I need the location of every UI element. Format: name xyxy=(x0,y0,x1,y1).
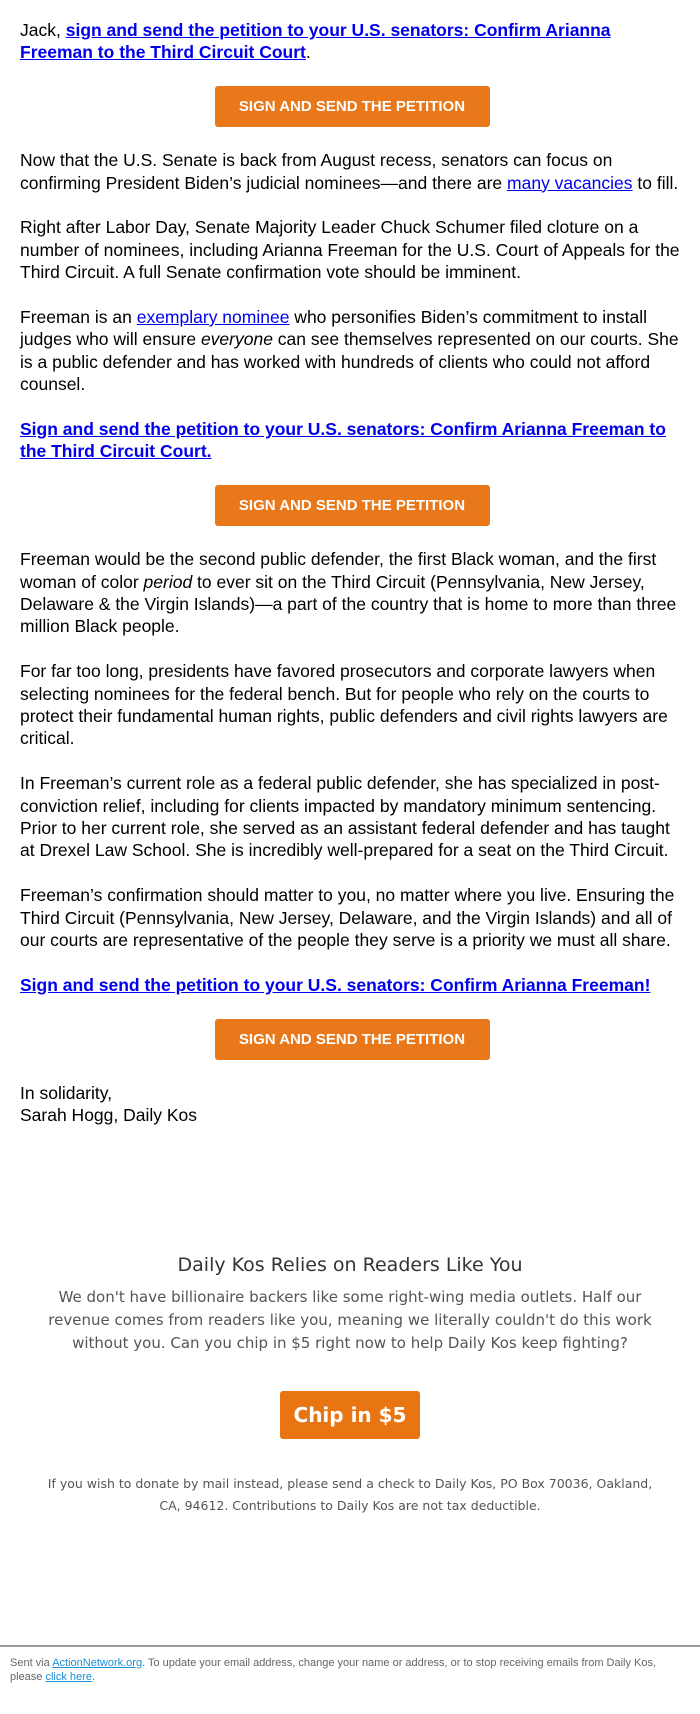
action-network-link[interactable]: ActionNetwork.org xyxy=(52,1657,143,1669)
paragraph-current-role: In Freeman’s current role as a federal public defender, she has specialized in post-conviction relief, including for clients impacted by mandatory minimum sentencing. Prior to her current role, she served as an assistant federal defender and has taught at Drexel Law School. She is incredibly well-prepared for a seat on the Third Circuit. xyxy=(20,773,670,861)
intro-paragraph: Jack, sign and send the petition to your U.S. senators: Confirm Arianna Freeman to the Third Circuit Court. xyxy=(20,20,611,63)
signoff: In solidarity, Sarah Hogg, Daily Kos xyxy=(20,1082,198,1126)
sign-petition-button-3[interactable]: SIGN AND SEND THE PETITION xyxy=(215,1019,490,1060)
paragraph-cloture: Right after Labor Day, Senate Majority Leader Chuck Schumer filed cloture on a number of nominees, including Arianna Freeman for the U.S. Court of Appeals for the Third Circuit. A full Senate confirmation vote should be imminent. xyxy=(20,217,680,283)
unsubscribe-link[interactable]: click here xyxy=(45,1671,92,1683)
exemplary-nominee-link[interactable]: exemplary nominee xyxy=(136,307,290,328)
paragraph-nominee: Freeman is an exemplary nominee who personifies Biden’s commitment to install judges who will ensure everyone can see themselves represented on our courts. She is a public defender and has worked with hundreds of clients who could not afford counsel. xyxy=(20,307,679,395)
email-body xyxy=(20,19,684,1149)
donation-section xyxy=(40,1250,660,1517)
paragraph-matter: Freeman’s confirmation should matter to you, no matter where you live. Ensuring the Third Circuit (Pennsylvania, New Jersey, Delaware, and the Virgin Islands) and all of our courts are representative of the people they serve is a priority we must all share. xyxy=(20,885,675,951)
footer: Sent via ActionNetwork.org. To update your email address, change your name or address, or to stop receiving emails from Daily Kos, please click here. xyxy=(10,1657,657,1683)
donation-text: We don't have billionaire backers like some right-wing media outlets. Half our revenue comes from readers like you, meaning we literally couldn't do this work without you. Can you chip in $5 right now to help Daily Kos keep fighting? xyxy=(48,1288,652,1352)
footer-divider xyxy=(0,1645,700,1647)
sign-petition-button-2[interactable]: SIGN AND SEND THE PETITION xyxy=(215,485,490,526)
donation-heading: Daily Kos Relies on Readers Like You xyxy=(177,1254,523,1276)
petition-paragraph-3 xyxy=(20,974,684,996)
paragraph-history: Freeman would be the second public defender, the first Black woman, and the first woman of color period to ever sit on the Third Circuit (Pennsylvania, New Jersey, Delaware & the Virgin Islands)—a part of the country that is home to more than three million Black people. xyxy=(20,549,677,637)
sign-petition-button-1[interactable]: SIGN AND SEND THE PETITION xyxy=(215,86,490,127)
petition-link-bottom[interactable]: Sign and send the petition to your U.S. senators: Confirm Arianna Freeman! xyxy=(20,974,651,995)
mail-donation-text: If you wish to donate by mail instead, please send a check to Daily Kos, PO Box 70036, Oakland, CA, 94612. Contributions to Daily Kos are not tax deductible. xyxy=(47,1476,653,1513)
paragraph-prosecutors: For far too long, presidents have favored prosecutors and corporate lawyers when selecting nominees for the federal bench. But for people who rely on the courts to protect their fundamental human rights, public defenders and civil rights lawyers are critical. xyxy=(20,661,668,749)
petition-paragraph-2 xyxy=(20,418,684,463)
chip-in-button[interactable]: Chip in $5 xyxy=(280,1391,420,1439)
petition-link-middle[interactable]: Sign and send the petition to your U.S. senators: Confirm Arianna Freeman to the Third Circuit Court. xyxy=(20,419,666,462)
petition-link-top[interactable]: sign and send the petition to your U.S. senators: Confirm Arianna Freeman to the Third Circuit Court xyxy=(20,20,611,63)
paragraph-recess: Now that the U.S. Senate is back from August recess, senators can focus on confirming President Biden’s judicial nominees—and there are many vacancies to fill. xyxy=(20,150,679,193)
many-vacancies-link[interactable]: many vacancies xyxy=(507,172,633,193)
